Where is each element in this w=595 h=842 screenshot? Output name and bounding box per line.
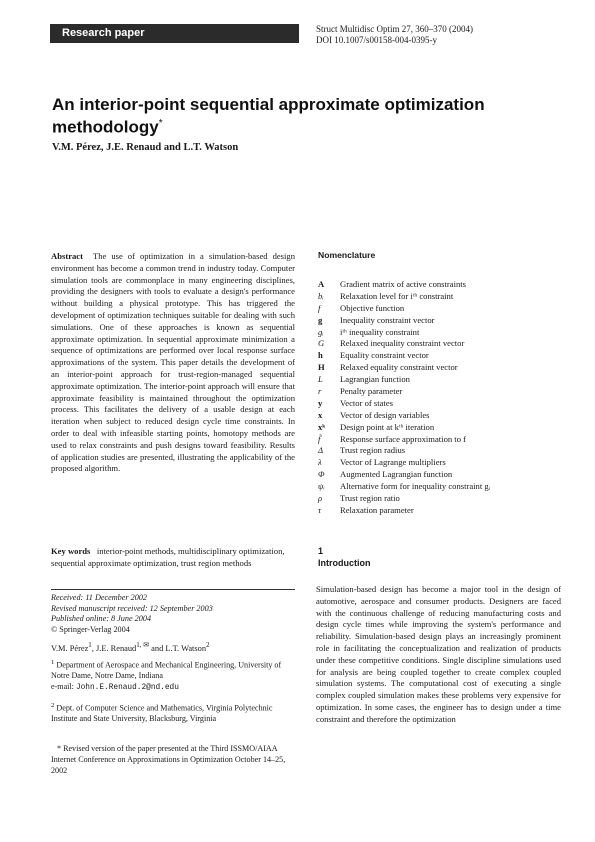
keywords-text: interior-point methods, multidisciplinary optimization, sequential approximate optimization, trust region methods — [51, 546, 285, 568]
nomenclature-symbol: ψᵢ — [318, 481, 325, 492]
affiliation-1 — [51, 658, 295, 693]
nomenclature-item — [318, 434, 558, 446]
nomenclature-description: Equality constraint vector — [340, 350, 429, 361]
nomenclature-item — [318, 291, 558, 303]
nomenclature-description: Relaxed equality constraint vector — [340, 362, 458, 373]
nomenclature-description: Relaxation parameter — [340, 504, 414, 515]
author-2-sup: 1, ✉ — [136, 641, 150, 649]
journal-line: Struct Multidisc Optim 27, 360–370 (2004) — [316, 24, 473, 34]
nomenclature-item — [318, 398, 558, 410]
nomenclature-symbol: G — [318, 338, 325, 349]
nomenclature-description: iᵗʰ inequality constraint — [340, 326, 420, 337]
doi-line: DOI 10.1007/s00158-004-0395-y — [316, 35, 437, 45]
nomenclature-symbol: ρ — [318, 493, 323, 504]
paper-title — [52, 95, 522, 137]
nomenclature-symbol: H — [318, 362, 325, 373]
abstract-text: The use of optimization in a simulation-based design environment has become a common trend in industry today. Computer simulation tools are commonplace in many engineering disciplines, providing the designers with tools to evaluate a design's performance without building a physical prototype. This has triggered the development of optimization techniques suitable for dealing with such simulations. One of these approaches is known as sequential approximate optimization. In sequential approximate minimization a sequence of optimizations are performed over local response surface approximations of the system. This paper details the development of an interior-point approach for trust-region-managed sequential approximate optimization. The interior-point approach will ensure that approximate feasibility is maintained throughout the optimization process. This facilitates the delivery of a usable design at each iteration when subject to reduced design cycle time constraints. In order to deal with infeasible starting points, homotopy methods are used to relax constraints and push designs toward feasibility. Results of application studies are presented, illustrating the applicability of the proposed algorithm. — [51, 251, 296, 474]
nomenclature-item — [318, 386, 558, 398]
nomenclature-description: Objective function — [340, 302, 405, 313]
section-title: Introduction — [318, 558, 371, 568]
author-2: , J.E. Renaud — [91, 643, 137, 653]
nomenclature-symbol: h — [318, 350, 323, 361]
author-3: and L.T. Watson — [149, 643, 207, 653]
nomenclature-item — [318, 279, 558, 291]
received-date: Received: 11 December 2002 — [51, 593, 148, 602]
article-type-badge: Research paper — [50, 24, 299, 43]
nomenclature-item — [318, 315, 558, 327]
nomenclature-item — [318, 469, 558, 481]
nomenclature-symbol: f̃ — [318, 433, 321, 444]
nomenclature-description: Response surface approximation to f — [340, 433, 467, 444]
nomenclature-description: Lagrangian function — [340, 374, 410, 385]
abstract-label: Abstract — [51, 251, 83, 261]
nomenclature-description: Trust region ratio — [340, 493, 400, 504]
nomenclature-symbol: g — [318, 314, 323, 325]
published-date: Published online: 8 June 2004 — [51, 614, 152, 624]
nomenclature-description: Relaxation level for iᵗʰ constraint — [340, 290, 454, 301]
affiliation-1-sup: 1 — [51, 659, 55, 666]
author-1: V.M. Pérez — [51, 643, 89, 653]
nomenclature-description: Vector of states — [340, 397, 393, 408]
nomenclature-symbol: r — [318, 386, 322, 397]
nomenclature-symbol: x — [318, 409, 323, 420]
author-list: V.M. Pérez, J.E. Renaud and L.T. Watson — [52, 142, 239, 153]
nomenclature-description: Design point at kᵗʰ iteration — [340, 421, 435, 432]
author-3-sup: 2 — [206, 641, 210, 649]
email-address[interactable]: John.E.Renaud.2@nd.edu — [75, 683, 179, 692]
nomenclature-symbol: y — [318, 397, 323, 408]
revised-date: Revised manuscript received: 12 September 2003 — [51, 603, 213, 613]
publication-history — [51, 593, 295, 636]
nomenclature-item — [318, 457, 558, 469]
nomenclature-description: Alternative form for inequality constraint gᵢ — [340, 481, 491, 492]
affiliation-1-text: Department of Aerospace and Mechanical Engineering, University of Notre Dame, Notre Dame, Indiana — [51, 660, 282, 681]
nomenclature-symbol: xᵏ — [318, 421, 326, 432]
nomenclature-item — [318, 445, 558, 457]
nomenclature-title: Nomenclature — [318, 250, 376, 260]
nomenclature-item — [318, 303, 558, 315]
affiliation-2 — [51, 701, 295, 725]
nomenclature-description: Penalty parameter — [340, 386, 403, 397]
introduction-text: Simulation-based design has become a major tool in the design of automotive, aerospace and consumer products. Designers are faced with the continuous challenge of reducing manufacturing costs and design cycle times while improving the system's performance and reliability. Simulation-based design plays an increasingly prominent role in facilitating the conceptualization and realization of products under these competitive conditions. Single discipline simulations used for analysis are being coupled together to create complex coupled simulation systems. The computational cost of executing a single complex coupled simulation makes these problems very expensive for optimization. In some cases, the engineer has to design under a time constraint and therefore the optimization — [316, 584, 561, 724]
nomenclature-symbol: A — [318, 279, 325, 289]
title-footnote-mark: * — [158, 118, 163, 129]
title-footnote: * Revised version of the paper presented at the Third ISSMO/AIAA Internet Conference on Approximations in Optimization October 14–25, 2002 — [51, 744, 286, 775]
nomenclature-item — [318, 505, 558, 517]
nomenclature-description: Inequality constraint vector — [340, 314, 435, 325]
journal-citation — [316, 24, 556, 46]
nomenclature-symbol: Δ — [318, 445, 324, 456]
affiliation-2-sup: 2 — [51, 702, 55, 709]
nomenclature-item — [318, 481, 558, 493]
affiliation-2-text: Dept. of Computer Science and Mathematics, Virginia Polytechnic Institute and State University, Blacksburg, Virginia — [51, 703, 273, 724]
nomenclature-item — [318, 327, 558, 339]
copyright: © Springer-Verlag 2004 — [51, 625, 130, 635]
nomenclature-item — [318, 362, 558, 374]
section-number: 1 — [318, 546, 324, 556]
nomenclature-symbol: L — [318, 374, 323, 385]
divider — [51, 589, 295, 590]
nomenclature-description: Vector of Lagrange multipliers — [340, 457, 446, 468]
nomenclature-item — [318, 422, 558, 434]
abstract — [51, 251, 295, 475]
nomenclature-symbol: gᵢ — [318, 326, 324, 337]
keywords-label: Key words — [51, 546, 91, 556]
nomenclature-item — [318, 493, 558, 505]
author-1-sup: 1 — [88, 641, 92, 649]
nomenclature-item — [318, 410, 558, 422]
nomenclature-description: Augmented Lagrangian function — [340, 469, 453, 480]
nomenclature-item — [318, 350, 558, 362]
nomenclature-description: Gradient matrix of active constraints — [340, 279, 466, 289]
nomenclature-description: Relaxed inequality constraint vector — [340, 338, 465, 349]
keywords — [51, 546, 295, 570]
nomenclature-symbol: Φ — [318, 469, 325, 480]
email-label: e-mail: — [51, 681, 76, 691]
nomenclature-symbol: τ — [318, 504, 322, 515]
nomenclature-symbol: bᵢ — [318, 290, 324, 301]
nomenclature-list — [318, 279, 558, 517]
nomenclature-item — [318, 338, 558, 350]
nomenclature-symbol: f — [318, 302, 321, 313]
nomenclature-symbol: λ — [318, 457, 322, 468]
author-affiliation-line — [51, 640, 295, 654]
nomenclature-item — [318, 374, 558, 386]
nomenclature-description: Trust region radius — [340, 445, 406, 456]
nomenclature-description: Vector of design variables — [340, 409, 430, 420]
paper-title-text: An interior-point sequential approximate optimization methodology — [52, 95, 485, 137]
